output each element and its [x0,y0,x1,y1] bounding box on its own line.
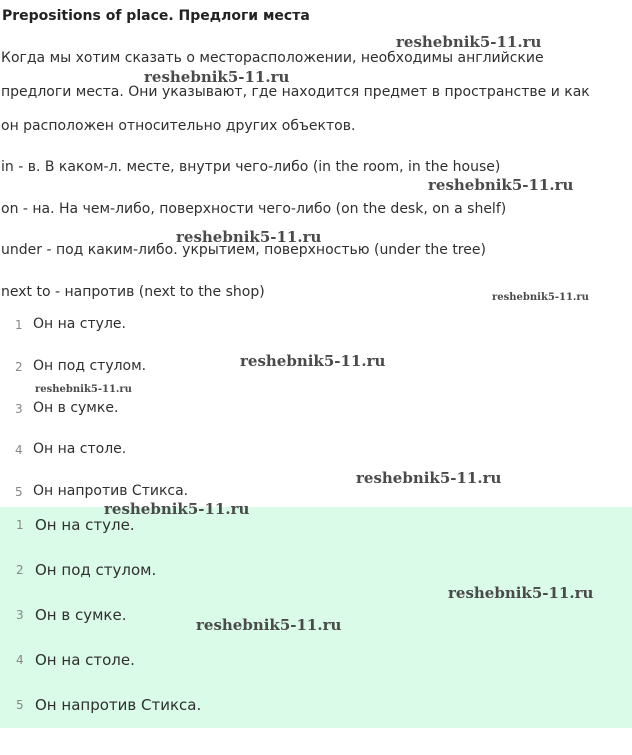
watermark: reshebnik5-11.ru [356,469,502,487]
intro-line-2: предлоги места. Они указывают, где находится предмет в пространстве и как [1,84,590,100]
item-number: 5 [15,485,23,499]
watermark: reshebnik5-11.ru [448,584,594,602]
item-text: Он в сумке. [33,400,119,416]
item-number: 5 [16,698,24,712]
watermark: reshebnik5-11.ru [240,352,386,370]
item-number: 4 [15,443,23,457]
rule-in: in - в. В каком-л. месте, внутри чего-либо (in the room, in the house) [1,159,501,175]
item-number: 1 [15,318,23,332]
watermark: reshebnik5-11.ru [176,228,322,246]
item-text: Он на стуле. [35,516,135,534]
watermark: reshebnik5-11.ru [396,33,542,51]
item-text: Он на столе. [35,651,135,669]
watermark: reshebnik5-11.ru [196,616,342,634]
item-text: Он в сумке. [35,606,127,624]
page-title: Prepositions of place. Предлоги места [2,8,310,24]
item-text: Он на стуле. [33,316,126,332]
item-number: 2 [15,360,23,374]
item-number: 4 [16,653,24,667]
rule-under: under - под каким-либо. укрытием, поверхностью (under the tree) [1,242,486,258]
item-number: 3 [15,402,23,416]
item-number: 2 [16,563,24,577]
watermark: reshebnik5-11.ru [144,68,290,86]
watermark: reshebnik5-11.ru [492,292,589,303]
item-text: Он на столе. [33,441,127,457]
rule-on: on - на. На чем-либо, поверхности чего-либо (on the desk, on a shelf) [1,201,507,217]
item-text: Он напротив Стикса. [35,696,202,714]
item-number: 3 [16,608,24,622]
item-text: Он напротив Стикса. [33,483,189,499]
intro-line-1: Когда мы хотим сказать о месторасположении, необходимы английские [1,50,544,66]
item-text: Он под стулом. [35,561,157,579]
rule-next-to: next to - напротив (next to the shop) [1,284,265,300]
intro-line-3: он расположен относительно других объектов. [1,118,356,134]
watermark: reshebnik5-11.ru [35,384,132,395]
item-text: Он под стулом. [33,358,147,374]
watermark: reshebnik5-11.ru [104,500,250,518]
watermark: reshebnik5-11.ru [428,176,574,194]
item-number: 1 [16,518,24,532]
